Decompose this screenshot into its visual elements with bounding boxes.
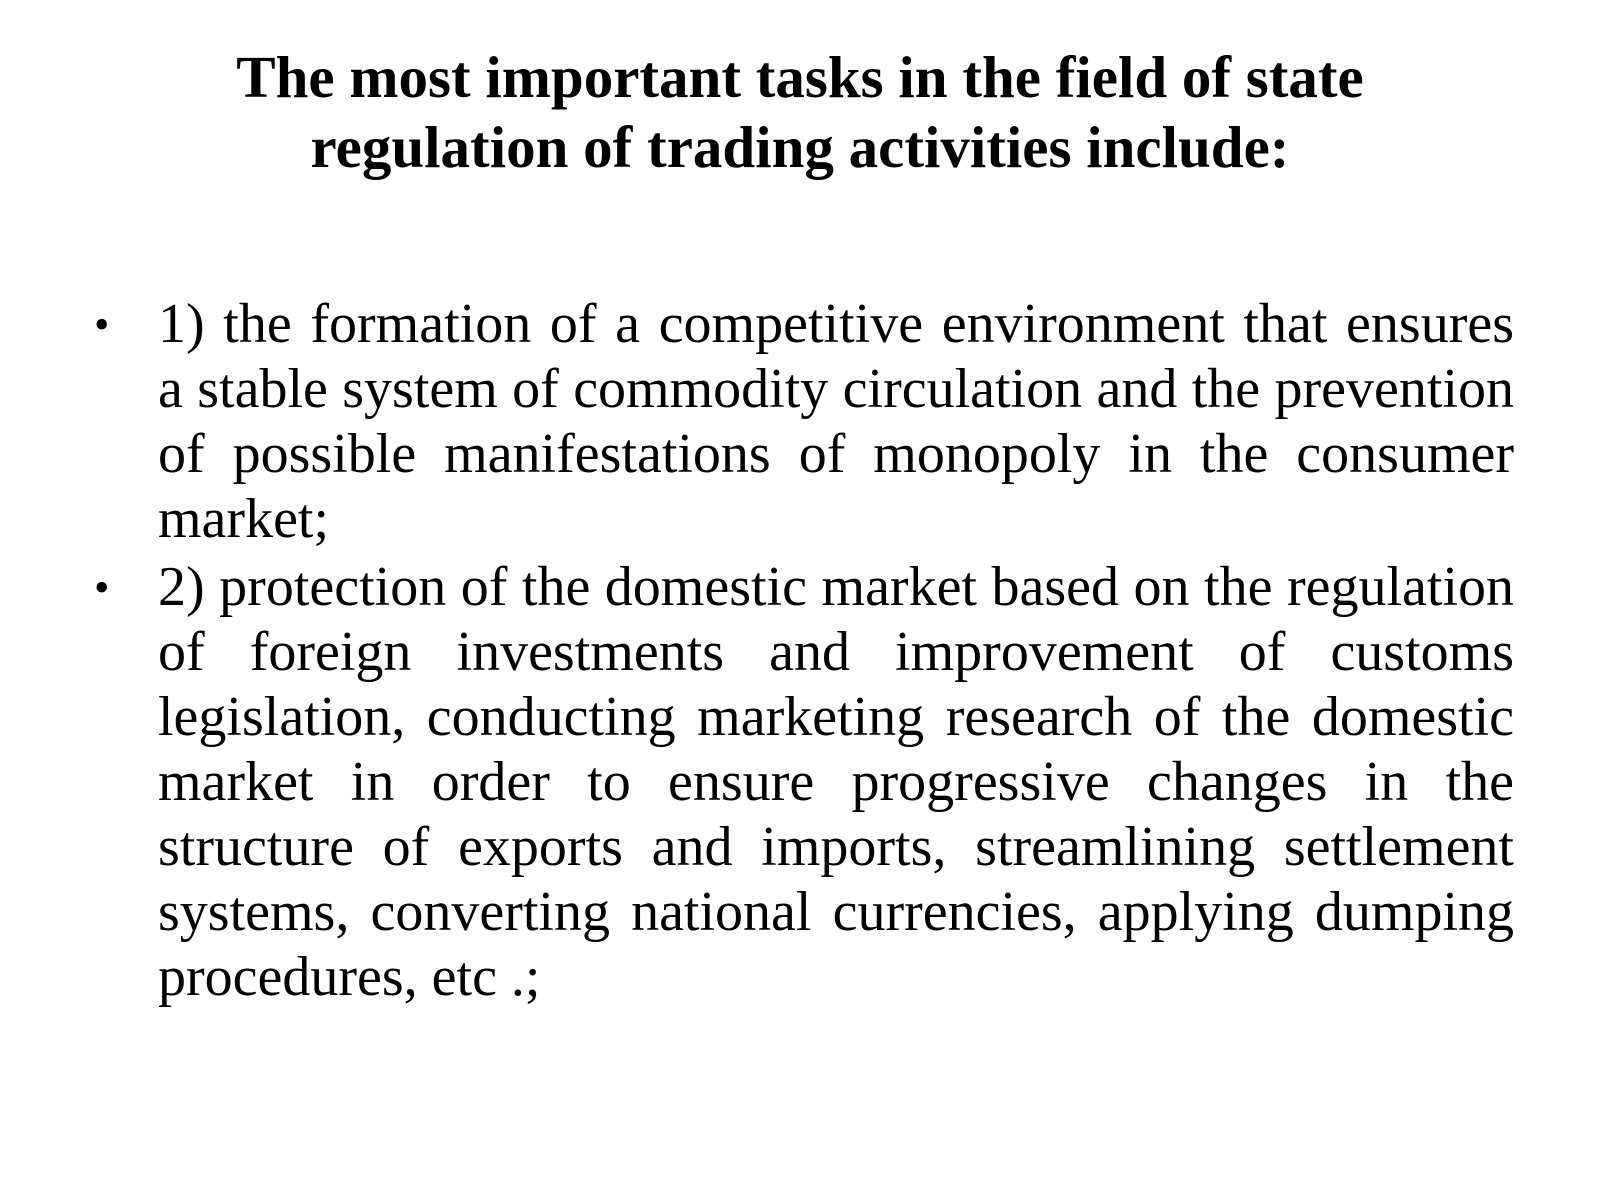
bullet-text: 1) the formation of a competitive environment that ensures a stable system of commodity circulation and the prevention of possible manifestations of monopoly in the consumer market;: [158, 293, 1514, 550]
bullet-text: 2) protection of the domestic market based on the regulation of foreign investments and improvement of customs legislation, conducting marketing research of the domestic market in order to ensure progressive changes in the structure of exports and imports, streamlining settlement systems, converting national currencies, applying dumping procedures, etc .;: [158, 556, 1514, 1008]
slide-title: The most important tasks in the field of state regulation of trading activities include:: [236, 44, 1364, 180]
bullet-list: [94, 292, 1514, 1013]
bullet-item-1: [94, 292, 1514, 552]
bullet-marker: •: [94, 300, 110, 349]
bullet-item-2: [94, 555, 1514, 1010]
bullet-marker: •: [94, 563, 110, 612]
